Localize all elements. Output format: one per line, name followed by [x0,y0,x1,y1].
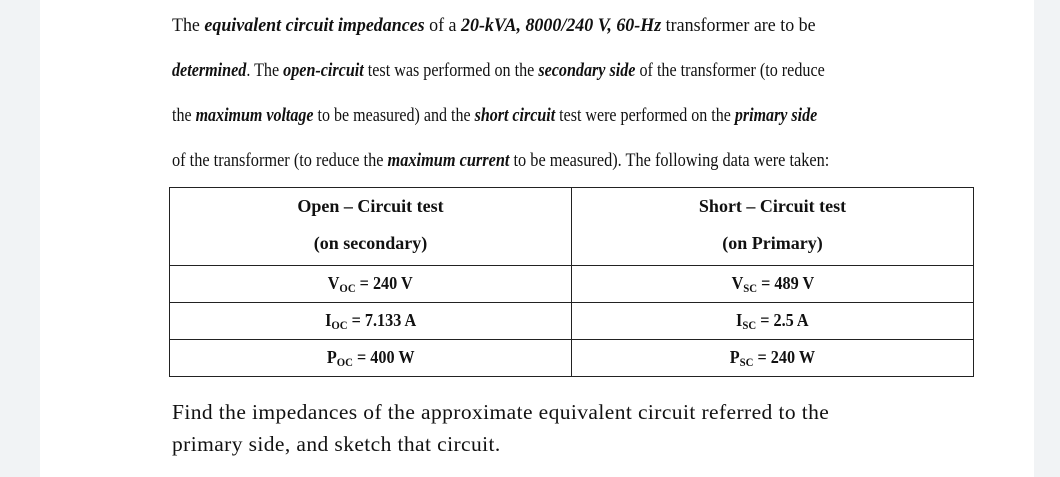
short-circuit-header [572,188,974,266]
text-run: of a [424,15,462,36]
text-run: to be measured). The following data were taken: [509,150,830,171]
short-circuit-voltage: $V_{SC} = 489$ V [572,266,974,303]
table-row [170,266,974,303]
left-margin [0,0,40,477]
text-run: test were performed on the [555,105,735,126]
open-circuit-voltage: $V_{OC} = 240$ V [170,266,572,303]
table-row [170,303,974,340]
open-circuit-title: Open – Circuit test [297,196,444,216]
emphasized-text: open-circuit [283,60,364,81]
emphasized-text: maximum voltage [195,105,314,126]
open-circuit-current: $I_{OC} = 7.133$ A [170,303,572,340]
test-data-table [169,187,974,377]
text-run: . The [246,60,284,81]
short-circuit-subtitle: (on Primary) [722,233,823,253]
text-run: to be measured) and the [313,105,475,126]
text-run: transformer are to be [661,15,816,36]
emphasized-text: secondary side [538,60,636,81]
question-line-2: primary side, and sketch that circuit. [172,432,501,456]
text-run: of the transformer (to reduce [635,60,825,81]
text-run: the [172,105,196,126]
short-circuit-current: $I_{SC} = 2.5$ A [572,303,974,340]
table-header-row [170,188,974,266]
emphasized-text: short circuit [474,105,556,126]
emphasized-text: equivalent circuit impedances [204,15,425,36]
paragraph-line-1 [172,3,899,48]
emphasized-text: 20-kVA, 8000/240 V, 60-Hz [461,15,662,36]
text-run: test was performed on the [363,60,539,81]
right-margin [1034,0,1060,477]
open-circuit-header [170,188,572,266]
text-run: of the transformer (to reduce the [172,150,388,171]
problem-paragraph [172,3,949,183]
paragraph-line-4 [172,138,833,183]
emphasized-text: maximum current [387,150,510,171]
question-text [172,396,829,460]
open-circuit-subtitle: (on secondary) [313,233,428,253]
emphasized-text: determined [172,60,247,81]
open-circuit-power: $P_{OC} = 400$ W [170,340,572,377]
question-line-1: Find the impedances of the approximate equivalent circuit referred to the [172,400,830,424]
emphasized-text: primary side [734,105,818,126]
paragraph-line-2 [172,48,825,93]
short-circuit-power: $P_{SC} = 240$ W [572,340,974,377]
paragraph-line-3 [172,93,821,138]
table-row [170,340,974,377]
short-circuit-title: Short – Circuit test [698,196,847,216]
text-run: The [172,15,205,36]
